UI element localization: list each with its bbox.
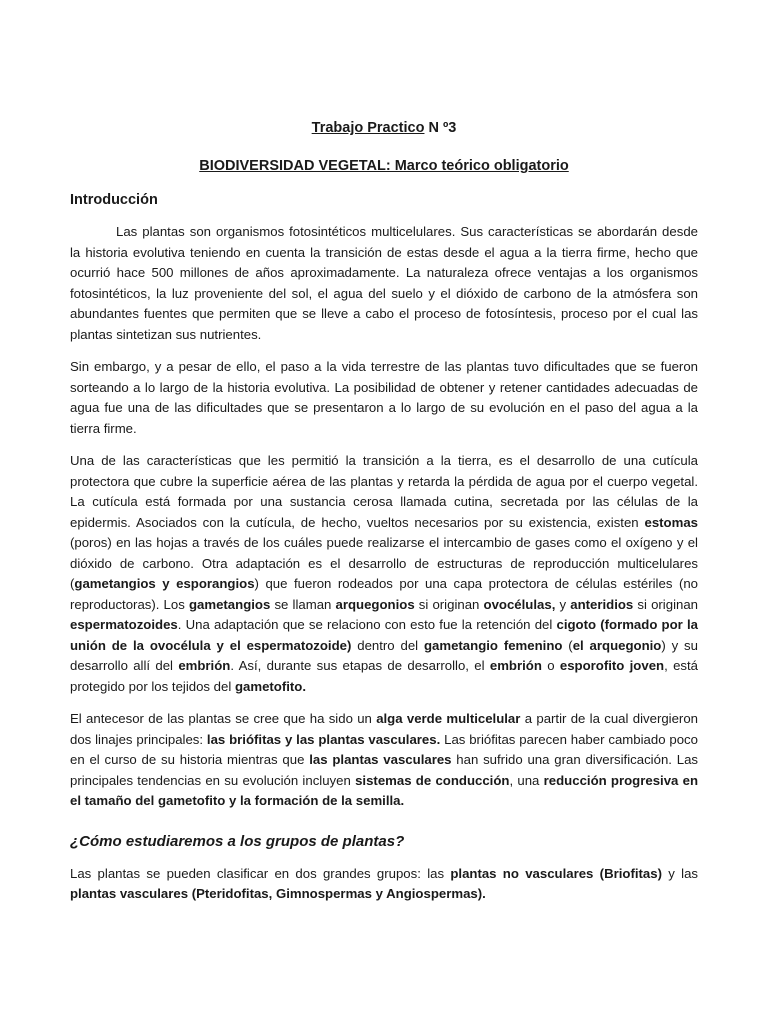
text-run: a partir de la cual divergieron dos linajes principales: (70, 711, 698, 747)
section-heading-introduccion: Introducción (70, 192, 158, 208)
text-run: se llaman (270, 596, 336, 612)
text-run: Las briófitas parecen haber cambiado poco en el curso de su historia mientras que (70, 731, 698, 767)
text-run: si originan (414, 596, 484, 612)
bold-term: esporofito joven (559, 658, 665, 673)
text-run: y (555, 596, 571, 612)
bold-term: cigoto (formado por la unión de la ovocélula y el espermatozoide) (70, 617, 698, 653)
text-run: han sufrido una gran diversificación. Las principales tendencias en su evolución incluyen (70, 752, 698, 788)
text-run: (poros) en las hojas a través de los cuáles puede realizarse el intercambio de gases como el oxígeno y el dióxido de carbono. Otra adaptación es el desarrollo de estructuras de reproducción multicelulares ( (70, 535, 698, 591)
text-run: , una (509, 772, 544, 788)
bold-term: anteridios (570, 596, 634, 612)
bold-term: espermatozoides (70, 617, 178, 632)
paragraph-4 (70, 709, 698, 812)
bold-term: embrión (178, 658, 231, 673)
document-title (70, 118, 698, 138)
document-subtitle (70, 156, 698, 176)
bold-term: reducción progresiva en el tamaño del gametofito y la formación de la semilla. (70, 772, 699, 808)
text-run: . Una adaptación que se relaciono con esto fue la retención del (177, 617, 557, 632)
bold-term: el arquegonio (572, 637, 662, 653)
text-run: si originan (633, 596, 699, 612)
bold-term: alga verde multicelular (376, 711, 521, 726)
text-run: Las plantas se pueden clasificar en dos grandes grupos: las (70, 865, 451, 881)
bold-term: las plantas vasculares (309, 752, 452, 767)
text-run: . Así, durante sus etapas de desarrollo, el (230, 658, 490, 673)
paragraph-2: Sin embargo, y a pesar de ello, el paso a la vida terrestre de las plantas tuvo dificultades que se fueron sorteando a lo largo de la historia evolutiva. La posibilidad de obtener y retener cantidades adecuadas de agua fue una de las dificultades que se presentaron a lo largo de su evolución en el paso del agua a la tierra firme. (70, 359, 698, 436)
bold-term: sistemas de conducción (355, 772, 510, 788)
subtitle-text: BIODIVERSIDAD VEGETAL: Marco teórico obligatorio (199, 158, 569, 174)
paragraph-3 (70, 451, 698, 697)
text-run: dentro del (351, 637, 424, 653)
paragraph-1: Las plantas son organismos fotosintéticos multicelulares. Sus características se abordarán desde la historia evolutiva teniendo en cuenta la transición de estas desde el agua a la tierra firme, hecho que ocurrió hace 500 millones de años aproximadamente. La naturaleza ofrece ventajas a los organismos fotosintéticos, la luz proveniente del sol, el agua del suelo y el dióxido de carbono de la atmósfera son abundantes fuentes que permiten que se lleve a cabo el proceso de fotosíntesis, proceso por el cual las plantas sintetizan sus nutrientes. (70, 224, 698, 342)
question-heading: ¿Cómo estudiaremos a los grupos de plantas? (70, 832, 405, 850)
bold-term: gametofito. (234, 678, 307, 694)
bold-term: gametangios y esporangios (74, 576, 255, 591)
bold-term: las briófitas y las plantas vasculares. (206, 731, 441, 747)
bold-term: ovocélulas, (483, 596, 556, 612)
bold-term: arquegonios (335, 596, 415, 612)
paragraph-5 (70, 864, 698, 905)
text-run: o (541, 658, 560, 673)
bold-term: estomas (644, 514, 698, 530)
title-part-a: Trabajo Practico (311, 120, 425, 136)
text-run: ) y su desarrollo allí del (70, 637, 698, 673)
text-run: , está protegido por los tejidos del (70, 658, 698, 694)
text-run: ( (562, 637, 573, 653)
text-run: Una de las características que les permitió la transición a la tierra, es el desarrollo de una cutícula protectora que cubre la superficie aérea de las plantas y retarda la pérdida de agua por el cuerpo vegetal. La cutícula está formada por una sustancia cerosa llamada cutina, secretada por las células de la epidermis. Asociados con la cutícula, de hecho, vueltos necesarios por su existencia, existen (70, 453, 698, 530)
bold-term: gametangios (188, 596, 271, 612)
text-run: El antecesor de las plantas se cree que ha sido un (70, 711, 377, 726)
bold-term: embrión (489, 658, 542, 673)
bold-term: gametangio femenino (423, 637, 563, 653)
bold-term: plantas vasculares (Pteridofitas, Gimnospermas y Angiospermas). (70, 886, 486, 901)
bold-term: plantas no vasculares (Briofitas) (450, 865, 662, 881)
text-run: ) que fueron rodeados por una capa protectora de células estériles (no reproductoras). Los (70, 576, 698, 612)
text-run: y las (661, 865, 698, 881)
title-part-b: N º3 (424, 120, 457, 136)
